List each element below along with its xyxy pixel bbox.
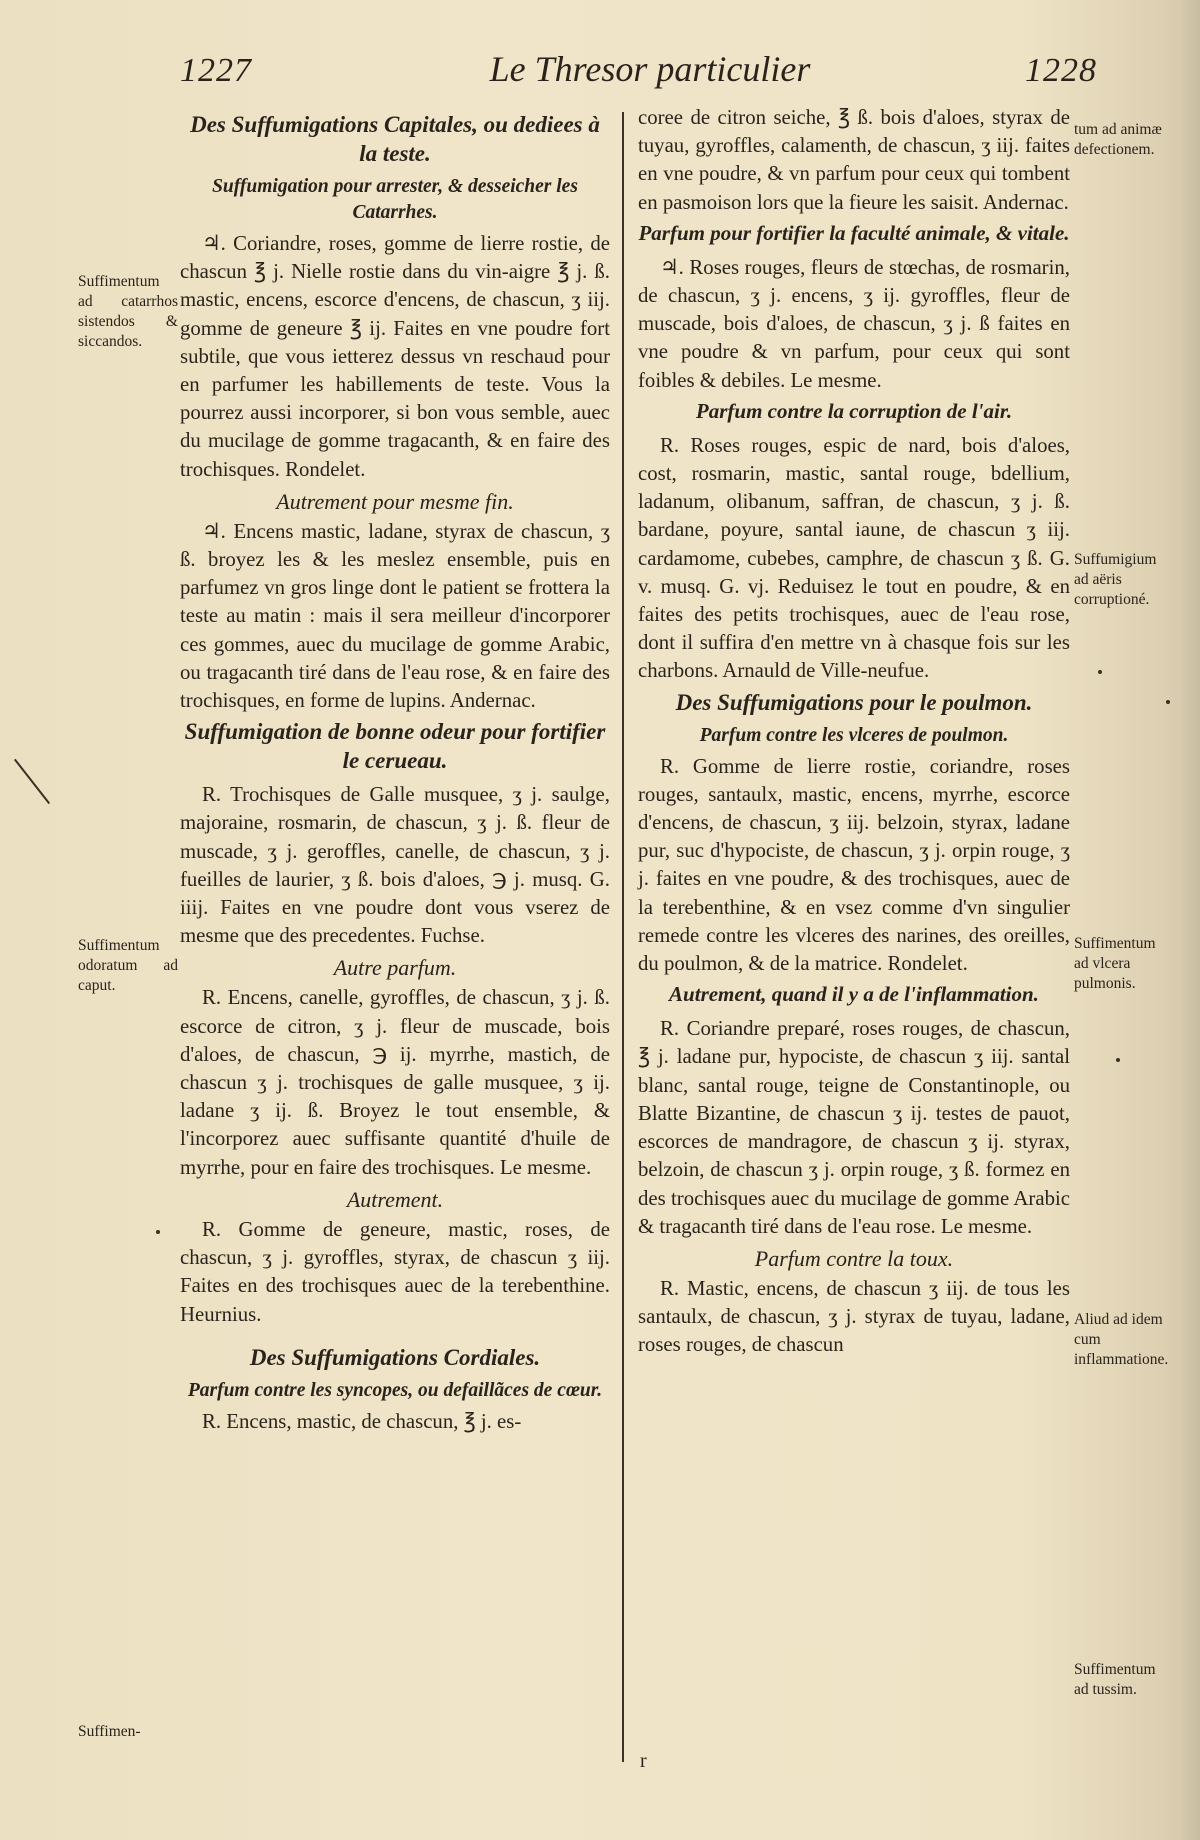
margin-note: Aliud ad idem cum inflammatione. — [1074, 1311, 1169, 1368]
recipe-heading: Autrement, quand il y a de l'inflammation. — [669, 982, 1039, 1007]
margin-note: tum ad animæ defectionem. — [1074, 121, 1162, 158]
margin-note: Suffimentum ad vlcera pulmonis. — [1074, 935, 1156, 992]
margin-note: Suffimentum ad tussim. — [1074, 1661, 1156, 1698]
ink-stroke — [14, 759, 50, 804]
recipe-text: R. Coriandre preparé, roses rouges, de chascun, ℥ j. ladane pur, hypociste, de chascun ʒ iij. santal blanc, santal rouge, teigne de Constantinople, ou Blatte Bizantine, de chascun ʒ ij. testes de pauot, escorces de mandragore, de chascun ʒ ij. styrax, belzoin, de chascun ʒ j. orpin rouge, ʒ ß. formez en des trochisques auec du mucilage de gomme Arabic & tragacanth tiré dans de l'eau rose. Le mesme. — [638, 1017, 1070, 1238]
ink-speck — [1166, 700, 1170, 704]
adjacent-page-edge — [1178, 0, 1200, 1840]
column-divider — [622, 112, 624, 1762]
recipe-heading: Suffumigation pour arrester, & desseicher les Catarrhes. — [212, 176, 578, 223]
page-number-right: 1228 — [1025, 52, 1097, 89]
running-title: Le Thresor particulier — [489, 49, 811, 89]
margin-note: Suffimen- — [78, 1723, 141, 1740]
signature-mark: r — [640, 1750, 647, 1772]
recipe-heading: Parfum contre les syncopes, ou defaillãces de cœur. — [187, 1379, 603, 1401]
running-head — [0, 49, 1200, 102]
margin-note: Suffimentum odoratum ad caput. — [78, 937, 178, 994]
recipe-text: R. Encens, canelle, gyroffles, de chascun, ʒ j. ß. escorce de citron, ʒ j. fleur de muscade, bois d'aloes, de chascun, ℈ ij. myrrhe, mastich, de chascun ʒ j. trochisques de galle musquee, ʒ ij. ladane ʒ ij. ß. Broyez le tout ensemble, & l'incorporez auec suffisante quantité d'huile de myrrhe, pour en faire des trochisques. Le mesme. — [180, 986, 610, 1179]
section-heading: Des Suffumigations pour le poulmon. — [675, 689, 1033, 715]
recipe-heading: Autrement. — [346, 1186, 444, 1212]
ink-speck — [1116, 1058, 1120, 1062]
recipe-text: R. Mastic, encens, de chascun ʒ iij. de tous les santaulx, de chascun, ʒ j. styrax de tuyau, ladane, roses rouges, de chascun — [638, 1276, 1070, 1357]
recipe-text: R. Roses rouges, espic de nard, bois d'aloes, cost, rosmarin, mastic, santal rouge, bdellium, ladanum, olibanum, saffran, de chascun, ʒ j. ß. bardane, poyure, santal iaune, de chascun ʒ iij. cardamome, cubebes, camphre, de chascun ʒ ß. G. v. musq. G. vj. Reduisez le tout en poudre, & en faites des petits trochisques, auec de l'eau rose, dont il suffira d'en mettre vn à chasque fois sur les charbons. Arnauld de Ville-neufue. — [638, 433, 1070, 683]
margin-note: Suffumigium ad aëris corruptioné. — [1074, 551, 1157, 608]
recipe-heading: Parfum contre la corruption de l'air. — [695, 398, 1013, 423]
ink-speck — [1098, 670, 1102, 674]
recipe-heading: Autre parfum. — [333, 955, 457, 981]
section-heading: Des Suffumigations Cordiales. — [249, 1344, 541, 1370]
recipe-text: ♃. Roses rouges, fleurs de stœchas, de rosmarin, de chascun, ʒ j. encens, ʒ ij. gyroffles, fleur de muscade, bois d'aloes, de chascun, ʒ j. ß faites en vne poudre & vn parfum, pour ceux qui sont foibles & debiles. Le mesme. — [638, 255, 1070, 392]
recipe-heading: Suffumigation de bonne odeur pour fortifier le cerueau. — [184, 719, 606, 774]
margin-note: Suffimentum ad catarrhos sistendos & siccandos. — [78, 273, 178, 350]
recipe-text: ♃. Encens mastic, ladane, styrax de chascun, ʒ ß. broyez les & les meslez ensemble, puis en parfumez vn gros linge dont le patient se frottera la teste au matin : mais il sera meilleur d'incorporer ces gommes, auec du mucilage de gomme Arabic, ou tragacanth tiré dans de l'eau rose, & en faire des trochisques, en forme de lupins. Andernac. — [180, 519, 610, 713]
ink-speck — [156, 1230, 160, 1234]
section-heading: Des Suffumigations Capitales, ou dediees à la teste. — [190, 112, 600, 166]
recipe-text: R. Trochisques de Galle musquee, ʒ j. saulge, majoraine, rosmarin, de chascun, ʒ j. ß. fleur de muscade, ʒ j. geroffles, canelle, de chascun, ʒ j. fueilles de laurier, ʒ ß. bois d'aloes, ℈ j. musq. G. iiij. Faites en vne poudre dont vous vserez de mesme que des precedentes. Fuchse. — [180, 783, 610, 948]
recipe-text: coree de citron seiche, ℥ ß. bois d'aloes, styrax de tuyau, gyroffles, calamenth, de chascun, ʒ iij. faites en vne poudre, & vn parfum pour ceux qui tombent en pasmoison lors que la fieure les saisit. Andernac. — [638, 106, 1070, 214]
right-column — [638, 104, 1070, 1360]
recipe-heading: Autrement pour mesme fin. — [276, 488, 514, 514]
page-number-left: 1227 — [180, 52, 252, 89]
recipe-text: R. Gomme de lierre rostie, coriandre, roses rouges, santaulx, mastic, encens, myrrhe, escorce d'encens, de chascun, ʒ iij. belzoin, styrax, ladane pur, suc d'hypociste, de chascun, ʒ j. orpin rouge, ʒ j. faites en vne poudre, & des trochisques, auec de la terebenthine, & en vsez comme d'vn singulier remede contre les vlceres des narines, des oreilles, du poulmon, & de la matrice. Rondelet. — [638, 754, 1070, 976]
recipe-heading: Parfum contre les vlceres de poulmon. — [699, 724, 1009, 746]
recipe-text: R. Encens, mastic, de chascun, ℥ j. es- — [202, 1409, 522, 1433]
recipe-text: ♃. Coriandre, roses, gomme de lierre rostie, de chascun ℥ j. Nielle rostie dans du vin-aigre ℥ j. ß. mastic, encens, escorce d'encens, de chascun, ʒ iij. gomme de geneure ℥ ij. Faites en vne poudre fort subtile, que vous ietterez dessus vn reschaud pour en parfumer les habillements de teste. Vous la pourrez aussi incorporer, si bon vous semble, auec du mucilage de gomme tragacanth, & en faire des trochisques. Rondelet. — [180, 232, 610, 481]
left-column — [180, 108, 610, 1436]
recipe-text: R. Gomme de geneure, mastic, roses, de chascun, ʒ j. gyroffles, styrax, de chascun ʒ iij. Faites en des trochisques auec de la terebenthine. Heurnius. — [180, 1217, 610, 1326]
recipe-heading: Parfum contre la toux. — [754, 1245, 954, 1271]
recipe-heading: Parfum pour fortifier la faculté animale, & vitale. — [638, 220, 1070, 245]
